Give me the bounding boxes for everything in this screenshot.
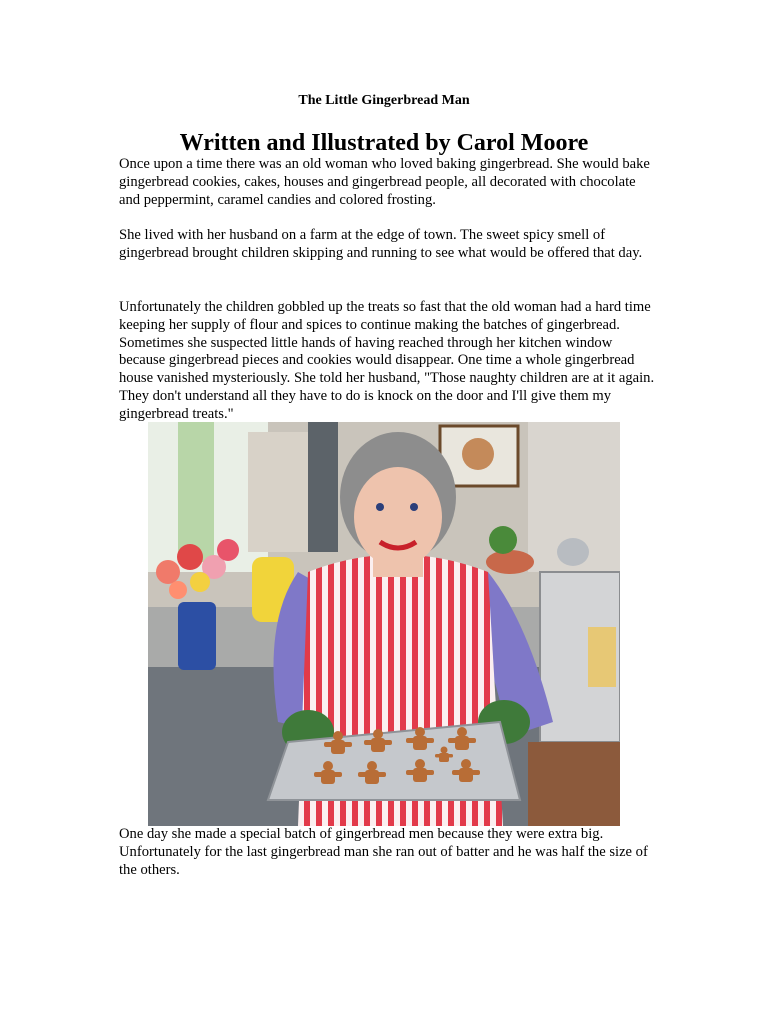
- paragraph-2: She lived with her husband on a farm at the edge of town. The sweet spicy smell of gingerbread brought children skipping and running to see what would be offered that day.: [119, 227, 643, 261]
- flower: [156, 560, 180, 584]
- paragraph-3: Unfortunately the children gobbled up the treats so fast that the old woman had a hard time keeping her supply of flour and spices to continue making the batches of gingerbread. Sometimes she suspected little hands of having reached through her kitchen window because gingerbread pieces and cookies would disappear. One time a whole gingerbread house vanished mysteriously. She told her husband, "Those naughty children are at it again. They don't understand all they have to do is knock on the door and I'll give them my gingerbread treats.": [119, 299, 655, 422]
- window-frame: [308, 422, 338, 552]
- flower: [169, 581, 187, 599]
- illustration-svg: [148, 422, 620, 826]
- paragraph-4: One day she made a special batch of gingerbread men because they were extra big. Unfortunately for the last gingerbread man she ran out of batter and he was half the size of the others.: [119, 826, 648, 878]
- illustration-old-woman-with-cookies: [148, 422, 620, 826]
- flower-vase: [178, 602, 216, 670]
- face: [354, 467, 442, 567]
- document-subtitle: Written and Illustrated by Carol Moore: [179, 130, 589, 156]
- flower: [177, 544, 203, 570]
- flower: [190, 572, 210, 592]
- left-eye: [376, 503, 384, 511]
- right-eye: [410, 503, 418, 511]
- fruit-bowl: [462, 438, 494, 470]
- paragraph-1: Once upon a time there was an old woman who loved baking gingerbread. She would bake gingerbread cookies, cakes, houses and gingerbread people, all decorated with chocolate and peppermint, caramel candies and colored frosting.: [119, 156, 650, 208]
- kitchen-floor: [528, 742, 620, 826]
- oven-towel: [588, 627, 616, 687]
- tea-kettle: [557, 538, 589, 566]
- flower: [217, 539, 239, 561]
- window-plants: [178, 422, 214, 562]
- plant-leaves: [489, 526, 517, 554]
- plant-pot: [486, 550, 534, 574]
- window-curtain: [248, 432, 308, 552]
- document-title: The Little Gingerbread Man: [298, 93, 470, 108]
